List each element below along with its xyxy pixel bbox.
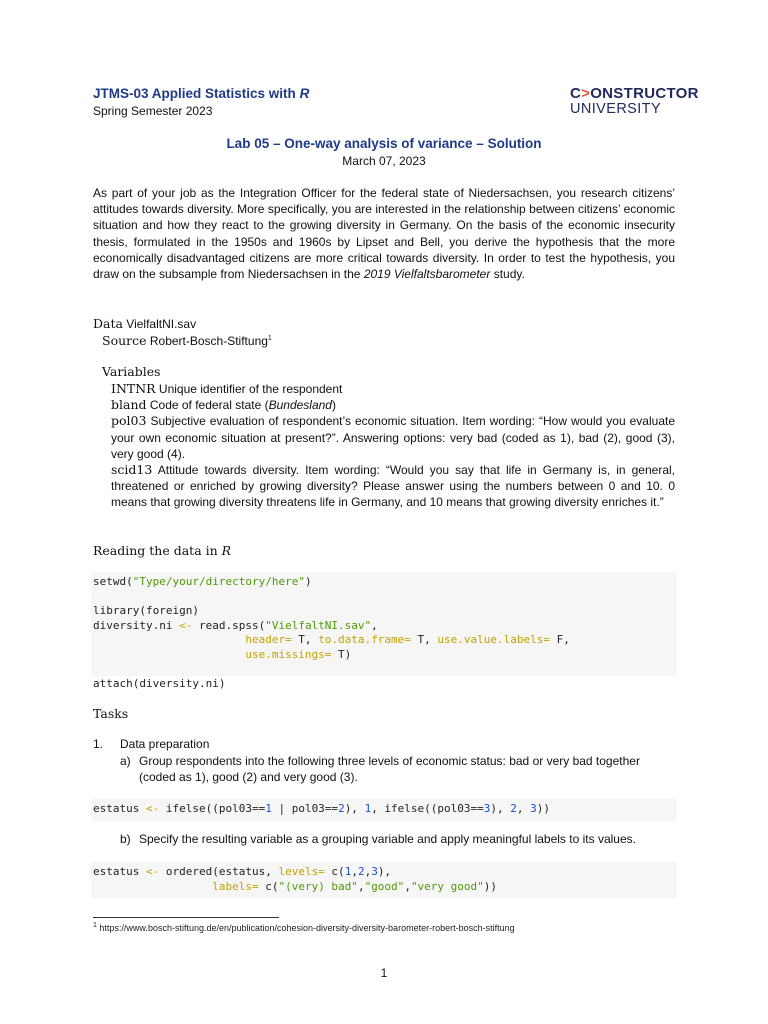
subtask-b: b) Specify the resulting variable as a grouping variable and apply meaningful labels to its values. (120, 832, 636, 846)
semester: Spring Semester 2023 (93, 104, 213, 118)
variable-item: scid13 Attitude towards diversity. Item wording: “Would you say that life in Germany is, in general, threatened or enriched by growing diversity? Please answer using the numbers between 0 and 10. 0 means that growing diversity threatens life in Germany, and 10 means that growing diversity enriches it.” (111, 462, 675, 510)
variables-heading: Variables (102, 364, 161, 379)
footnote-divider (93, 917, 279, 918)
tasks-heading: Tasks (93, 706, 129, 721)
variables-list (111, 381, 675, 511)
footnote-link[interactable]: https://www.bosch-stiftung.de/en/publication/cohesion-diversity-diversity-barometer-robert-bosch-stiftung (99, 923, 515, 933)
task-number: 1. (93, 737, 104, 751)
code-block-estatus-ifelse: estatus <- ifelse((pol03==1 | pol03==2), 1, ifelse((pol03==3), 2, 3)) (91, 799, 677, 821)
task-label: Data preparation (120, 737, 210, 751)
variable-item: bland Code of federal state (Bundesland) (111, 397, 336, 413)
data-file-line: Data VielfaltNI.sav (93, 316, 197, 331)
lab-date: March 07, 2023 (342, 154, 426, 168)
code-block-estatus-ordered: estatus <- ordered(estatus, levels= c(1,2,3), labels= c("(very) bad","good","very good")) (91, 862, 677, 898)
reading-data-heading: Reading the data in R (93, 543, 232, 558)
constructor-university-logo: C>ONSTRUCTOR UNIVERSITY (570, 85, 699, 117)
source-line: Source Robert-Bosch-Stiftung$^1$ (102, 333, 272, 348)
code-block-read-data: setwd("Type/your/directory/here") library(foreign) diversity.ni <- read.spss("VielfaltNI.sav", header= T, to.data.frame= T, use.value.labels= F, use.missings= T) attach(diversity.ni) (91, 572, 677, 676)
page-number: 1 (380, 966, 388, 980)
variable-item: INTNR Unique identifier of the respondent (111, 381, 343, 396)
lab-title: Lab 05 – One-way analysis of variance – Solution (226, 136, 542, 151)
variable-item: pol03 Subjective evaluation of respondent’s economic situation. Item wording: “How would you evaluate your own economic situation at present?”. Answering options: very bad (coded as 1), bad (2), good (3), very good (4). (111, 413, 676, 461)
course-title: JTMS-03 Applied Statistics with R (93, 86, 310, 101)
intro-paragraph: As part of your job as the Integration Officer for the federal state of Niedersachsen, you research citizens’ attitudes towards diversity. More specifically, you are interested in the relationship between citizens’ economic situation and how they react to the growing diversity in Germany. On the basis of the economic insecurity thesis, formulated in the 1950s and 1960s by Lipset and Bell, you derive the hypothesis that the more economically disadvantaged citizens are more critical towards diversity. In order to test the hypothesis, you draw on the subsample from Niedersachsen in the 2019 Vielfaltsbarometer study. (93, 186, 675, 282)
subtask-a: a) Group respondents into the following three levels of economic status: bad or very bad together (coded as 1), good (2) and very good (3). (120, 754, 640, 785)
footnote: $^1$ https://www.bosch-stiftung.de/en/publication/cohesion-diversity-diversity-barometer-robert-bosch-stiftung (93, 922, 515, 933)
